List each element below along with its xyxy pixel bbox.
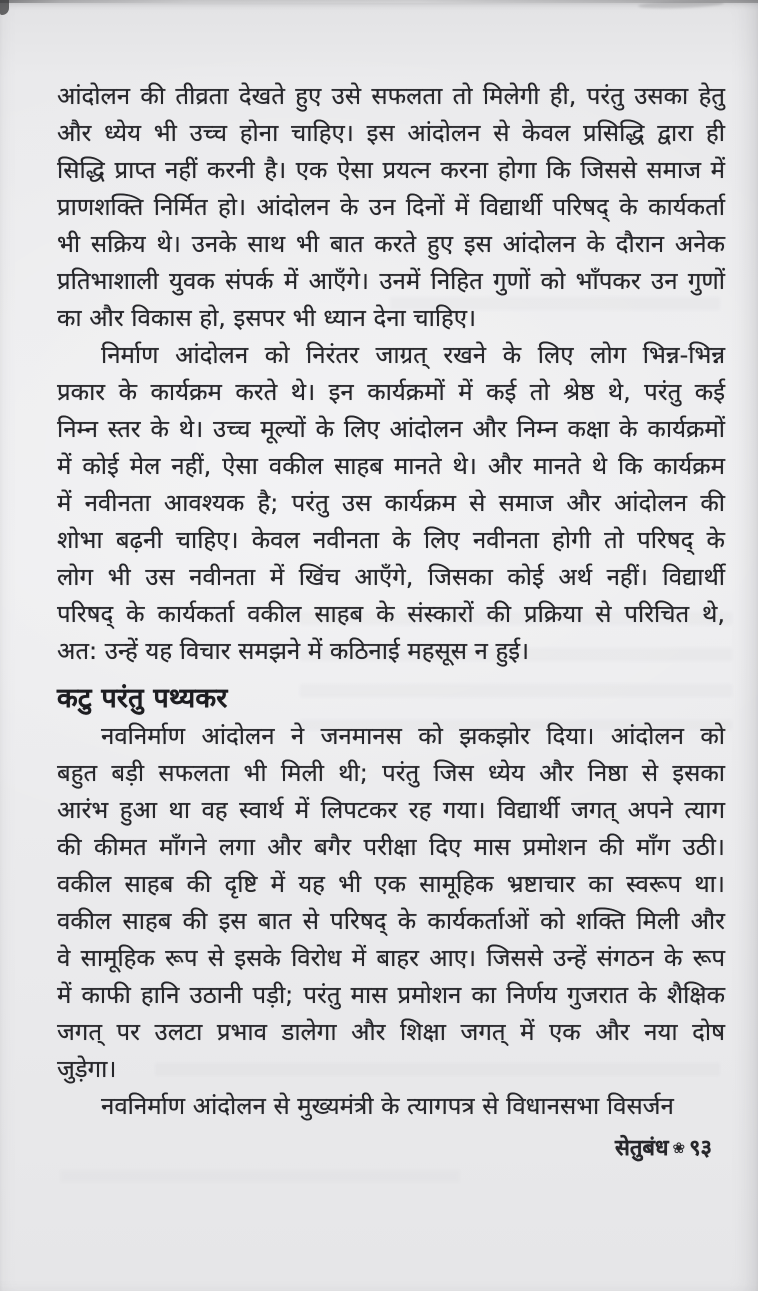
- text-line: जुड़ेगा।: [57, 1055, 117, 1083]
- text-line: नवनिर्माण आंदोलन से मुख्यमंत्री के त्यागपत्र से विधानसभा विसर्जन: [101, 1092, 674, 1120]
- text-line: बहुत बड़ी सफलता भी मिली थी; परंतु जिस ध्येय और निष्ठा से इसका: [57, 759, 725, 787]
- text-line: शोभा बढ़नी चाहिए। केवल नवीनता के लिए नवीनता होगी तो परिषद् के: [57, 526, 725, 554]
- text-line: आंदोलन की तीव्रता देखते हुए उसे सफलता तो मिलेगी ही, परंतु उसका हेतु: [57, 82, 725, 110]
- text-line: आरंभ हुआ था वह स्वार्थ में लिपटकर रह गया। विद्यार्थी जगत् अपने त्याग: [57, 796, 725, 824]
- page-footer: [615, 1132, 712, 1162]
- text-line: जगत् पर उलटा प्रभाव डालेगा और शिक्षा जगत् में एक और नया दोष: [57, 1018, 725, 1046]
- text-line: की कीमत माँगने लगा और बगैर परीक्षा दिए मास प्रमोशन की माँग उठी।: [57, 833, 725, 861]
- text-line: वकील साहब की दृष्टि में यह भी एक सामूहिक भ्रष्टाचार का स्वरूप था।: [57, 870, 725, 898]
- scan-edge-artifact: [0, 0, 758, 3]
- page-number: ९३: [689, 1136, 712, 1161]
- text-line: वे सामूहिक रूप से इसके विरोध में बाहर आए। जिससे उन्हें संगठन के रूप: [57, 944, 725, 972]
- text-line: प्रतिभाशाली युवक संपर्क में आएँगे। उनमें निहित गुणों को भाँपकर उन गुणों: [57, 267, 725, 295]
- text-line: भी सक्रिय थे। उनके साथ भी बात करते हुए इस आंदोलन के दौरान अनेक: [57, 230, 725, 258]
- book-title: सेतुबंध: [615, 1136, 669, 1161]
- text-line: प्रकार के कार्यक्रम करते थे। इन कार्यक्रमों में कई तो श्रेष्ठ थे, परंतु कई: [57, 378, 725, 406]
- paragraph: [57, 718, 725, 1088]
- text-line: का और विकास हो, इसपर भी ध्यान देना चाहिए।: [57, 304, 477, 332]
- text-block: [57, 78, 725, 1125]
- text-line: और ध्येय भी उच्च होना चाहिए। इस आंदोलन से केवल प्रसिद्धि द्वारा ही: [57, 119, 725, 147]
- scan-corner-mark: [0, 0, 9, 15]
- text-line: निम्न स्तर के थे। उच्च मूल्यों के लिए आंदोलन और निम्न कक्षा के कार्यक्रमों: [57, 415, 725, 443]
- text-line: में नवीनता आवश्यक है; परंतु उस कार्यक्रम से समाज और आंदोलन की: [57, 489, 725, 517]
- text-line: प्राणशक्ति निर्मित हो। आंदोलन के उन दिनों में विद्यार्थी परिषद् के कार्यकर्ता: [57, 193, 725, 221]
- bleedthrough-artifact: [60, 1170, 460, 1190]
- section-heading: कटु परंतु पथ्यकर: [57, 683, 228, 714]
- paragraph: [57, 337, 725, 670]
- text-line: अत: उन्हें यह विचार समझने में कठिनाई महसूस न हुई।: [57, 637, 530, 665]
- text-line: में कोई मेल नहीं, ऐसा वकील साहब मानते थे। और मानते थे कि कार्यक्रम: [57, 452, 725, 480]
- text-line: लोग भी उस नवीनता में खिंच आएँगे, जिसका कोई अर्थ नहीं। विद्यार्थी: [57, 563, 725, 591]
- text-line: निर्माण आंदोलन को निरंतर जाग्रत् रखने के लिए लोग भिन्न-भिन्न: [101, 341, 725, 369]
- paragraph: [57, 1088, 725, 1125]
- flower-ornament-icon: ❀: [672, 1139, 686, 1157]
- text-line: में काफी हानि उठानी पड़ी; परंतु मास प्रमोशन का निर्णय गुजरात के शैक्षिक: [57, 981, 725, 1009]
- text-line: वकील साहब की इस बात से परिषद् के कार्यकर्ताओं को शक्ति मिली और: [57, 907, 725, 935]
- text-line: परिषद् के कार्यकर्ता वकील साहब के संस्कारों की प्रक्रिया से परिचित थे,: [57, 600, 725, 628]
- paragraph: [57, 78, 725, 337]
- text-line: सिद्धि प्राप्त नहीं करनी है। एक ऐसा प्रयत्न करना होगा कि जिससे समाज में: [57, 156, 725, 184]
- text-line: नवनिर्माण आंदोलन ने जनमानस को झकझोर दिया। आंदोलन को: [101, 722, 725, 750]
